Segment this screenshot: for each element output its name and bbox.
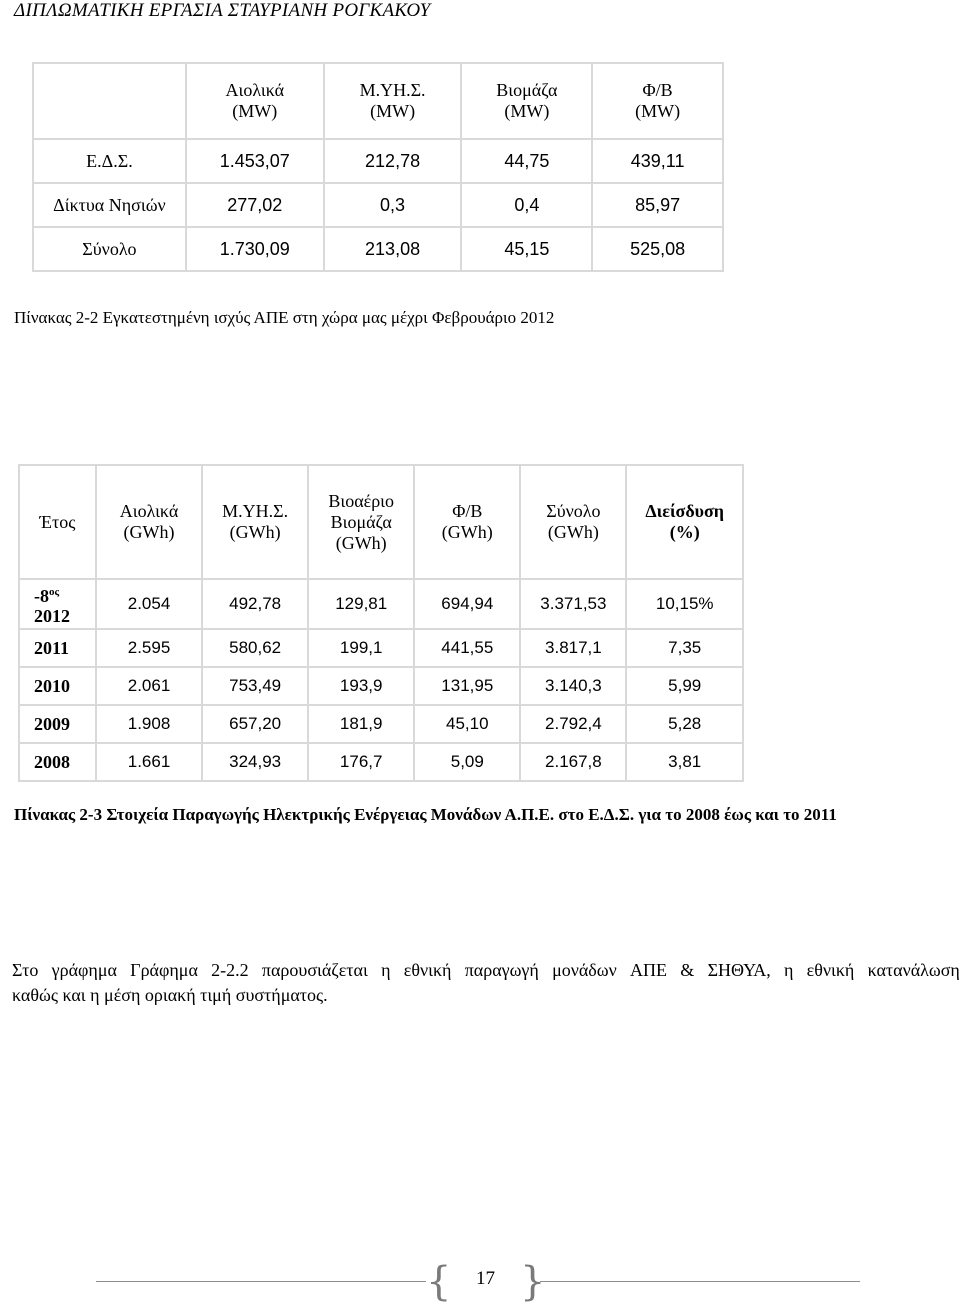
table-row: [19, 743, 743, 781]
table-cell: 3,81: [626, 743, 743, 781]
table-cell: 2.595: [96, 629, 202, 667]
table-cell: 5,28: [626, 705, 743, 743]
column-header: [414, 465, 520, 579]
word: εθνική: [403, 960, 452, 980]
word: ΑΠΕ: [630, 960, 668, 980]
table-row: [19, 629, 743, 667]
word: εθνική: [806, 960, 855, 980]
table-cell: 1.730,09: [186, 227, 324, 271]
table-cell: 580,62: [202, 629, 308, 667]
row-year: 2010: [19, 667, 96, 705]
table-cell: 213,08: [324, 227, 462, 271]
table-cell: 1.661: [96, 743, 202, 781]
column-header-unit: (GWh): [547, 522, 599, 542]
column-header-unit: (MW): [635, 101, 681, 121]
word: γράφημα: [51, 960, 117, 980]
column-header-line: Αιολικά: [225, 80, 285, 100]
column-header-line: Βιομάζα: [496, 80, 558, 100]
table-cell: 0,3: [324, 183, 462, 227]
table-cell: 753,49: [202, 667, 308, 705]
table-cell: 193,9: [308, 667, 414, 705]
paragraph-line: καθώς και η μέση οριακή τιμή συστήματος.: [12, 985, 328, 1005]
year-suffix: ος: [49, 586, 60, 598]
word: Γράφημα: [130, 960, 198, 980]
table-header-row: [33, 63, 723, 139]
word: κατανάλωση: [867, 960, 960, 980]
table-cell: 657,20: [202, 705, 308, 743]
column-header: [202, 465, 308, 579]
table-cell: 324,93: [202, 743, 308, 781]
column-header-line: Μ.ΥΗ.Σ.: [222, 501, 289, 521]
column-header: [324, 63, 462, 139]
table-cell: 10,15%: [626, 579, 743, 629]
table-cell: 525,08: [592, 227, 723, 271]
column-header: [308, 465, 414, 579]
column-header-unit: (GWh): [441, 522, 493, 542]
table-cell: 2.167,8: [520, 743, 626, 781]
table-row: [19, 667, 743, 705]
word: 2-2.2: [211, 960, 249, 980]
right-brace-icon: }: [520, 1259, 546, 1305]
row-label: Δίκτυα Νησιών: [33, 183, 186, 227]
table-header-row: [19, 465, 743, 579]
body-paragraph: [12, 958, 960, 1008]
footer-rule-right: [540, 1281, 860, 1282]
document-header-title: ΔΙΠΛΩΜΑΤΙΚΗ ΕΡΓΑΣΙΑ ΣΤΑΥΡΙΑΝΗ ΡΟΓΚΑΚΟΥ: [14, 0, 431, 21]
column-header-line: Φ/Β: [642, 80, 673, 100]
column-header-line: Σύνολο: [546, 501, 601, 521]
table-cell: 45,15: [461, 227, 592, 271]
row-label: Σύνολο: [33, 227, 186, 271]
column-header-unit: (GWh): [335, 532, 387, 553]
production-table: [18, 464, 744, 782]
installed-capacity-table: [32, 62, 724, 272]
left-brace-icon: {: [426, 1259, 452, 1305]
table-cell: 492,78: [202, 579, 308, 629]
column-header-unit: (MW): [370, 101, 416, 121]
table-cell: 1.908: [96, 705, 202, 743]
table-cell: 129,81: [308, 579, 414, 629]
table-cell: 3.371,53: [520, 579, 626, 629]
footer-rule-left: [96, 1281, 426, 1282]
column-header-line: Μ.ΥΗ.Σ.: [359, 80, 426, 100]
paragraph-line: [12, 958, 960, 983]
word: η: [381, 960, 391, 980]
table-cell: 3.817,1: [520, 629, 626, 667]
row-label: Ε.Δ.Σ.: [33, 139, 186, 183]
table-cell: 694,94: [414, 579, 520, 629]
column-header-unit: (MW): [232, 101, 278, 121]
page-number: 17: [476, 1268, 495, 1289]
column-header-line: Βιομάζα: [330, 511, 392, 532]
table-cell: 5,99: [626, 667, 743, 705]
table-cell: 45,10: [414, 705, 520, 743]
word: Στο: [12, 960, 39, 980]
table-cell: 439,11: [592, 139, 723, 183]
column-header-unit: (%): [669, 522, 700, 542]
table-row: [33, 227, 723, 271]
table-cell: 212,78: [324, 139, 462, 183]
year-value: 2012: [34, 606, 70, 626]
table-cell: 277,02: [186, 183, 324, 227]
column-header: [592, 63, 723, 139]
table-caption: Πίνακας 2-2 Εγκατεστημένη ισχύς ΑΠΕ στη χώρα μας μέχρι Φεβρουάριο 2012: [14, 308, 555, 327]
word: μονάδων: [552, 960, 617, 980]
word: η: [783, 960, 794, 980]
row-year: [19, 579, 96, 629]
column-header-unit: (GWh): [123, 522, 175, 542]
column-header-line: Διείσδυση: [645, 501, 725, 521]
table-cell: 199,1: [308, 629, 414, 667]
column-header-line: Αιολικά: [119, 501, 179, 521]
column-header-unit: (GWh): [229, 522, 281, 542]
column-header: [461, 63, 592, 139]
table-caption: Πίνακας 2-3 Στοιχεία Παραγωγής Ηλεκτρικής Ενέργειας Μονάδων Α.Π.Ε. στο Ε.Δ.Σ. για το 2008 έως και το 2011: [14, 805, 837, 824]
table-cell: 7,35: [626, 629, 743, 667]
table-row: [33, 139, 723, 183]
table-cell: 0,4: [461, 183, 592, 227]
column-header-unit: (MW): [504, 101, 550, 121]
word: &: [680, 960, 695, 980]
table-cell: 131,95: [414, 667, 520, 705]
table-cell: 441,55: [414, 629, 520, 667]
column-header-line: Βιοαέριο: [328, 490, 395, 511]
row-year: 2008: [19, 743, 96, 781]
column-header: [186, 63, 324, 139]
table-row: [33, 183, 723, 227]
word: ΣΗΘΥΑ,: [707, 960, 771, 980]
table-row: [19, 705, 743, 743]
table-cell: 181,9: [308, 705, 414, 743]
table-cell: 2.054: [96, 579, 202, 629]
table-row: [19, 579, 743, 629]
column-header: [96, 465, 202, 579]
page-footer: [0, 1259, 960, 1305]
table-cell: 1.453,07: [186, 139, 324, 183]
row-year: 2011: [19, 629, 96, 667]
table-cell: 44,75: [461, 139, 592, 183]
table-cell: 2.792,4: [520, 705, 626, 743]
empty-header-cell: [33, 63, 186, 139]
word: παραγωγή: [464, 960, 539, 980]
row-year: 2009: [19, 705, 96, 743]
table-cell: 5,09: [414, 743, 520, 781]
table-cell: 2.061: [96, 667, 202, 705]
column-header: [626, 465, 743, 579]
column-header-line: Φ/Β: [452, 501, 483, 521]
column-header-year: Έτος: [19, 465, 96, 579]
table-cell: 3.140,3: [520, 667, 626, 705]
table-cell: 85,97: [592, 183, 723, 227]
column-header: [520, 465, 626, 579]
word: παρουσιάζεται: [261, 960, 368, 980]
year-prefix: -8: [34, 586, 49, 606]
table-cell: 176,7: [308, 743, 414, 781]
